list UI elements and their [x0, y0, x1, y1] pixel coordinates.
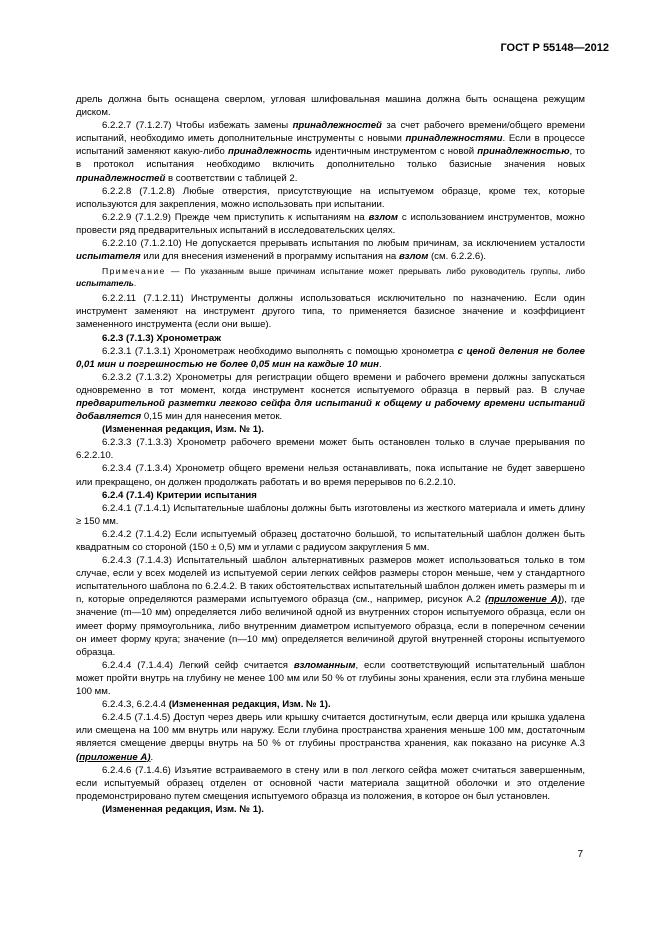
- paragraph-6-2-3-1: 6.2.3.1 (7.1.3.1) Хронометраж необходимо выполнять с помощью хронометра с ценой деления не более 0,01 мин и погрешностью не более 0,05 мин на каждые 10 мин.: [76, 345, 585, 370]
- document-header: ГОСТ Р 55148—2012: [500, 42, 609, 54]
- revision-note: (Измененная редакция, Изм. № 1).: [102, 803, 264, 815]
- note: Примечание — По указанным выше причинам испытание может прерывать либо руководитель группы, либо испытатель.: [76, 266, 585, 289]
- paragraph-6-2-4-2: 6.2.4.2 (7.1.4.2) Если испытуемый образец достаточно большой, то испытательный шаблон должен быть квадратным со стороной (150 ± 0,5) мм и углами с радиусом закругления 5 мм.: [76, 528, 585, 553]
- page-number: 7: [577, 849, 583, 860]
- section-heading-6-2-4: 6.2.4 (7.1.4) Критерии испытания: [102, 489, 257, 501]
- paragraph-6-2-2-10: 6.2.2.10 (7.1.2.10) Не допускается прерывать испытания по любым причинам, за исключением усталости испытателя или для внесения изменений в программу испытания на взлом (см. 6.2.2.6).: [76, 238, 585, 263]
- section-heading-6-2-3: 6.2.3 (7.1.3) Хронометраж: [102, 332, 222, 344]
- revision-note: 6.2.4.3, 6.2.4.4 (Измененная редакция, Изм. № 1).: [102, 699, 331, 711]
- paragraph-6-2-4-4: 6.2.4.4 (7.1.4.4) Легкий сейф считается взломанным, если соответствующий испытательный шаблон может пройти внутрь на глубину не менее 100 мм или 50 % от глубины зоны хранения, если эта глубина меньше 100 мм.: [76, 659, 585, 698]
- paragraph-6-2-3-4: 6.2.3.4 (7.1.3.4) Хронометр общего времени нельзя останавливать, пока испытание не будет завершено или прекращено, он должен продолжать работать и во время перерывов по 6.2.2.10.: [76, 463, 585, 488]
- paragraph-6-2-3-3: 6.2.3.3 (7.1.3.3) Хронометр рабочего времени может быть остановлен только в случае прерывания по 6.2.2.10.: [76, 437, 585, 462]
- paragraph-6-2-2-8: 6.2.2.8 (7.1.2.8) Любые отверстия, присутствующие на испытуемом образце, кроме тех, которые используются для закрепления, можно использовать при испытании.: [76, 185, 585, 210]
- paragraph-6-2-4-6: 6.2.4.6 (7.1.4.6) Изъятие встраиваемого в стену или в пол легкого сейфа может считаться завершенным, если испытуемый образец отделен от основной части материала защитной оболочки и это отделение продемонстрировано путем смещения испытуемого образца из положения, в которое он был установлен.: [76, 764, 585, 802]
- paragraph-6-2-2-9: 6.2.2.9 (7.1.2.9) Прежде чем приступить к испытаниям на взлом с использованием инструментов, можно провести ряд предварительных испытаний в исследовательских целях.: [76, 211, 585, 236]
- paragraph-6-2-3-2: 6.2.3.2 (7.1.3.2) Хронометры для регистрации общего времени и рабочего времени должны запускаться одновременно в тот момент, когда инструмент коснется испытуемого образца в первый раз. В случае предварительной разметки легкого сейфа для испытаний к общему и рабочему времени испытаний добавляется 0,15 мин для нанесения меток.: [76, 371, 585, 423]
- paragraph-6-2-2-11: 6.2.2.11 (7.1.2.11) Инструменты должны использоваться исключительно по назначению. Если один инструмент заменяют на инструмент другого типа, то применяется базисное значение и коэффициент замененного инструмента (если они выше).: [76, 293, 585, 331]
- revision-note: (Измененная редакция, Изм. № 1).: [102, 424, 264, 436]
- document-body: [76, 93, 585, 816]
- paragraph: дрель должна быть оснащена сверлом, угловая шлифовальная машина должна быть оснащена режущим диском.: [76, 94, 585, 119]
- paragraph-6-2-4-1: 6.2.4.1 (7.1.4.1) Испытательные шаблоны должны быть изготовлены из жесткого материала и иметь длину ≥ 150 мм.: [76, 502, 585, 527]
- appendix-link: (приложение А): [485, 594, 561, 606]
- paragraph-6-2-4-3: 6.2.4.3 (7.1.4.3) Испытательный шаблон альтернативных размеров может использоваться только в том случае, если у всех моделей из испытуемой серии легких сейфов размеры сторон меньше, чем у стандартного испытательного шаблона по 6.2.4.2. В таких обстоятельствах испытательный шаблон должен иметь размеры m и n, которые определяются размерами испытуемого образца (см., например, рисунок А.2 (приложение А)), где значение (m—10 мм) определяется либо величиной одной из внутренних сторон испытуемого образца, если он имеет форму прямоугольника, либо внутренним диаметром испытуемого образца, если в поперечном сечении он имеет форму круга; значение (n—10 мм) определяется величиной другой внутренней стороны испытуемого образца.: [76, 555, 585, 658]
- paragraph-6-2-4-5: 6.2.4.5 (7.1.4.5) Доступ через дверь или крышку считается достигнутым, если дверца или крышка удалена или смещена на 100 мм внутрь или наружу. Если глубина пространства хранения меньше 100 мм, достаточным является смещение дверцы внутрь на 50 % от глубины пространства хранения, как показано на рисунке А.3 (приложение А).: [76, 712, 585, 763]
- appendix-link: (приложение А): [76, 751, 151, 763]
- paragraph-6-2-2-7: 6.2.2.7 (7.1.2.7) Чтобы избежать замены принадлежностей за счет рабочего времени/общего времени испытаний, необходимо иметь дополнительные инструменты с новыми принадлежностями. Если в процессе испытаний заменяют какую-либо принадлежность идентичным инструментом с новой принадлежностью, то в протокол испытания необходимо включить дополнительно только базисные значения новых принадлежностей в соответствии с таблицей 2.: [76, 120, 585, 184]
